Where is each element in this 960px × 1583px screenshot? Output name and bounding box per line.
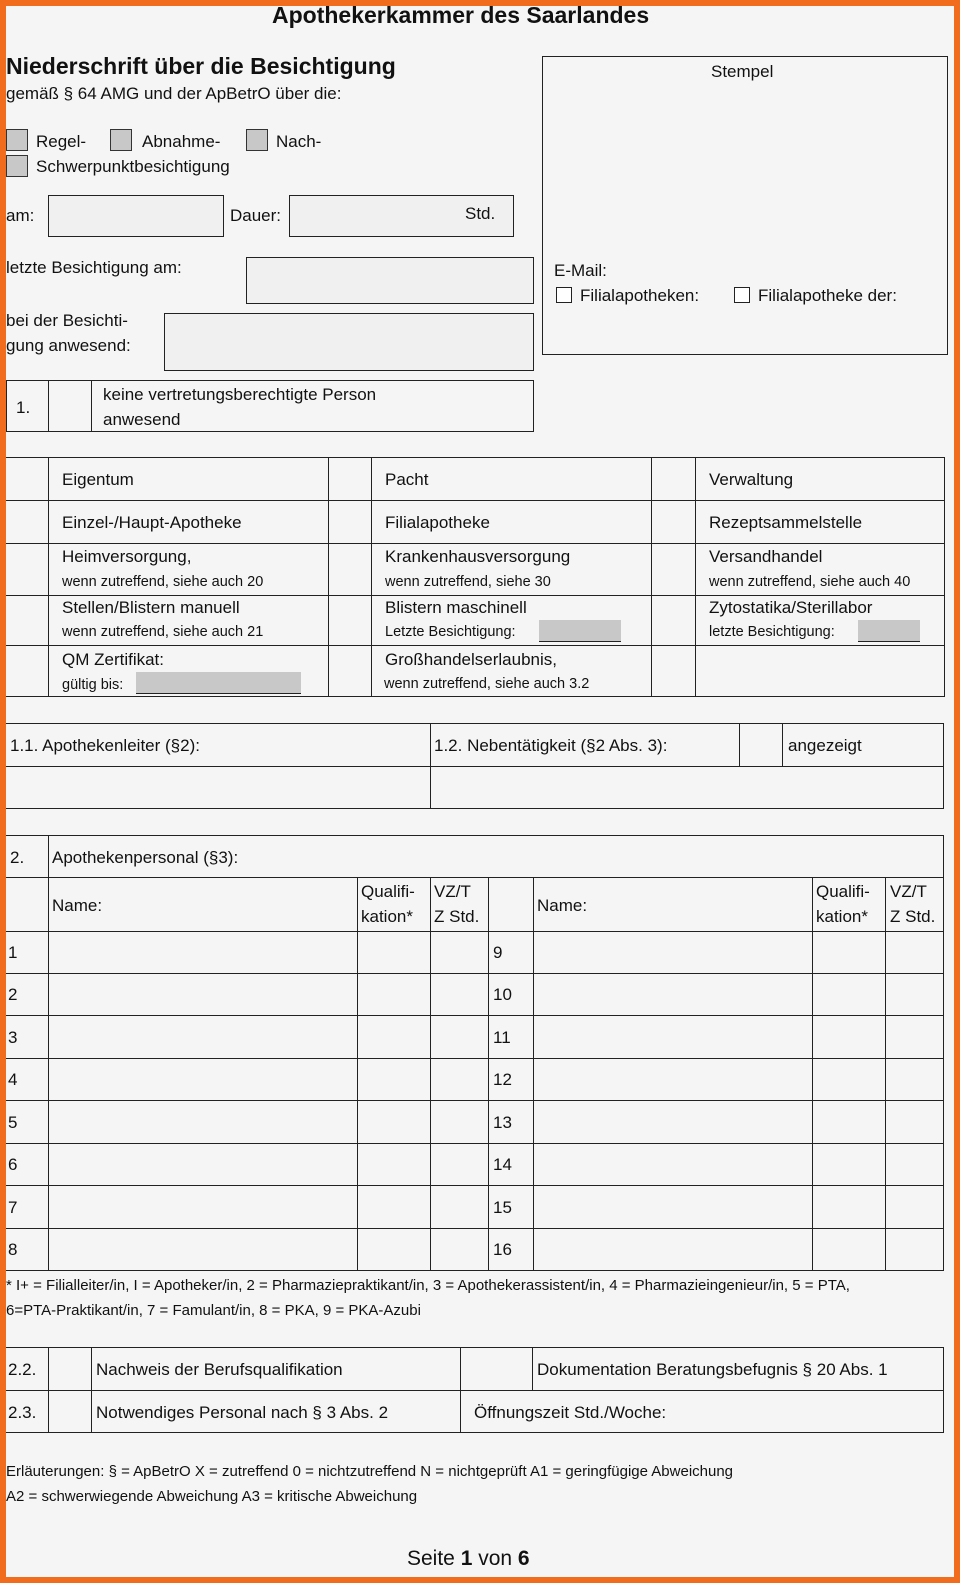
explanations-line-2: A2 = schwerwiegende Abweichung A3 = kritische Abweichung [6,1488,418,1505]
item1-text-1: keine vertretungsberechtigte Person [103,385,377,404]
staff-row-number: 12 [493,1070,512,1089]
dokumentation-label: Dokumentation Beratungsbefugnis § 20 Abs. 1 [537,1360,888,1379]
personal-label: Notwendiges Personal nach § 3 Abs. 2 [96,1403,389,1422]
nach-checkbox[interactable] [246,129,268,151]
versandhandel-note: wenn zutreffend, siehe auch 40 [709,574,911,590]
qualification-legend-1: * I+ = Filialleiter/in, I = Apotheker/in, 2 = Pharmaziepraktikant/in, 3 = Apothekerassistent/in, 4 = Pharmazieingenieur/in, 5 = PTA, [6,1277,850,1294]
pacht-label: Pacht [385,470,429,489]
blistern-manuell-note: wenn zutreffend, siehe auch 21 [62,624,264,640]
staff-row-number: 9 [493,943,503,962]
staff-row-number: 13 [493,1113,512,1132]
letzte-label: letzte Besichtigung am: [6,258,182,277]
nach-label: Nach- [276,132,322,151]
angezeigt-label: angezeigt [788,736,862,755]
staff-row-number: 3 [8,1028,18,1047]
filialapotheken-label: Filialapotheken: [580,286,700,305]
vz-header-left-2: Z Std. [434,907,480,926]
staff-row-number: 5 [8,1113,18,1132]
zytostatika-letzte-label: letzte Besichtigung: [709,624,835,640]
staff-row-number: 11 [493,1028,511,1047]
regel-label: Regel- [36,132,87,151]
email-label: E-Mail: [554,261,607,280]
apothekenleiter-label: 1.1. Apothekenleiter (§2): [10,736,200,755]
oeffnungszeit-label: Öffnungszeit Std./Woche: [474,1403,667,1422]
abnahme-label: Abnahme- [142,132,221,151]
staff-number: 2. [10,848,25,867]
krankenhausversorgung-note: wenn zutreffend, siehe 30 [385,574,551,590]
anwesend-label-1: bei der Besichti- [6,311,128,330]
staff-row-number: 7 [8,1198,18,1217]
letzte-field[interactable] [246,257,534,304]
krankenhausversorgung-label: Krankenhausversorgung [385,547,571,566]
staff-row-number: 10 [493,985,512,1004]
filialapotheke-label: Filialapotheke [385,513,490,532]
page-indicator: Seite 1 von 6 [407,1547,530,1570]
personal-cell[interactable] [49,1391,90,1432]
versandhandel-label: Versandhandel [709,547,823,566]
nachweis-cell[interactable] [49,1348,90,1389]
am-field[interactable] [48,195,224,237]
abnahme-checkbox[interactable] [110,129,132,151]
vz-header-right-1: VZ/T [890,882,927,901]
staff-row-number: 16 [493,1240,512,1259]
qual-header-right-2: kation* [816,907,868,926]
staff-row-number: 4 [8,1070,18,1089]
stamp-box [542,56,948,355]
qual-header-right-1: Qualifi- [816,882,870,901]
qualification-legend-2: 6=PTA-Praktikant/in, 7 = Famulant/in, 8 = PKA, 9 = PKA-Azubi [6,1302,421,1319]
qual-header-left-1: Qualifi- [361,882,415,901]
einzel-apotheke-label: Einzel-/Haupt-Apotheke [62,513,242,532]
name-header-left: Name: [52,896,103,915]
blistern-maschinell-label: Blistern maschinell [385,598,527,617]
blistern-date-field[interactable] [539,620,621,642]
regel-checkbox[interactable] [6,129,28,151]
pacht-cell[interactable] [329,458,370,499]
staff-row-number: 8 [8,1240,18,1259]
qual-header-left-2: kation* [361,907,413,926]
explanations-line-1: Erläuterungen: § = ApBetrO X = zutreffend 0 = nichtzutreffend N = nichtgeprüft A1 = geringfügige Abweichung [6,1463,734,1480]
am-label: am: [6,206,35,225]
blistern-manuell-label: Stellen/Blistern manuell [62,598,240,617]
org-title: Apothekerkammer des Saarlandes [272,2,650,28]
schwerpunkt-label: Schwerpunktbesichtigung [36,157,230,176]
anwesend-field[interactable] [164,313,534,371]
filialapotheken-checkbox[interactable] [556,287,572,303]
staff-row-number: 6 [8,1155,18,1174]
eigentum-label: Eigentum [62,470,134,489]
page-title: Niederschrift über die Besichtigung [6,53,396,79]
staff-row-number: 14 [493,1155,512,1174]
item1-number: 1. [16,398,31,417]
dokumentation-cell[interactable] [461,1348,531,1389]
staff-row-number: 15 [493,1198,512,1217]
dauer-field[interactable] [289,195,514,237]
section-2-2-number: 2.2. [8,1360,37,1379]
item1-text-2: anwesend [103,410,181,429]
staff-table [6,835,944,1271]
grosshandel-note: wenn zutreffend, siehe auch 3.2 [384,676,590,692]
grosshandel-label: Großhandelserlaubnis, [385,650,557,669]
item1-checkbox-cell[interactable] [49,381,90,431]
zytostatika-label: Zytostatika/Sterillabor [709,598,873,617]
name-header-right: Name: [537,896,588,915]
zytostatika-date-field[interactable] [858,620,920,642]
staff-row-number: 1 [8,943,18,962]
nebentaetigkeit-field[interactable] [431,767,943,808]
anwesend-label-2: gung anwesend: [6,336,131,355]
heimversorgung-label: Heimversorgung, [62,547,192,566]
rezeptsammelstelle-label: Rezeptsammelstelle [709,513,863,532]
verwaltung-label: Verwaltung [709,470,794,489]
qm-gueltig-field[interactable] [136,672,301,694]
vz-header-right-2: Z Std. [890,907,936,926]
nebentaetigkeit-cell[interactable] [740,724,781,765]
apothekenleiter-field[interactable] [7,767,429,808]
heimversorgung-note: wenn zutreffend, siehe auch 20 [62,574,264,590]
staff-row-number: 2 [8,985,18,1004]
staff-title: Apothekenpersonal (§3): [52,848,239,867]
nebentaetigkeit-label: 1.2. Nebentätigkeit (§2 Abs. 3): [434,736,668,755]
qm-gueltig-label: gültig bis: [62,677,124,693]
verwaltung-cell[interactable] [652,458,694,499]
filialapotheke-der-checkbox[interactable] [734,287,750,303]
vz-header-left-1: VZ/T [434,882,471,901]
nachweis-label: Nachweis der Berufsqualifikation [96,1360,343,1379]
filialapotheke-der-label: Filialapotheke der: [758,286,897,305]
std-unit: Std. [465,204,496,223]
schwerpunkt-checkbox[interactable] [6,155,28,177]
qm-zertifikat-label: QM Zertifikat: [62,650,165,669]
eigentum-cell[interactable] [7,458,47,499]
subtitle: gemäß § 64 AMG und der ApBetrO über die: [6,84,342,103]
stamp-label: Stempel [711,62,774,81]
blistern-letzte-label: Letzte Besichtigung: [385,624,516,640]
section-2-3-number: 2.3. [8,1403,37,1422]
dauer-label: Dauer: [230,206,282,225]
